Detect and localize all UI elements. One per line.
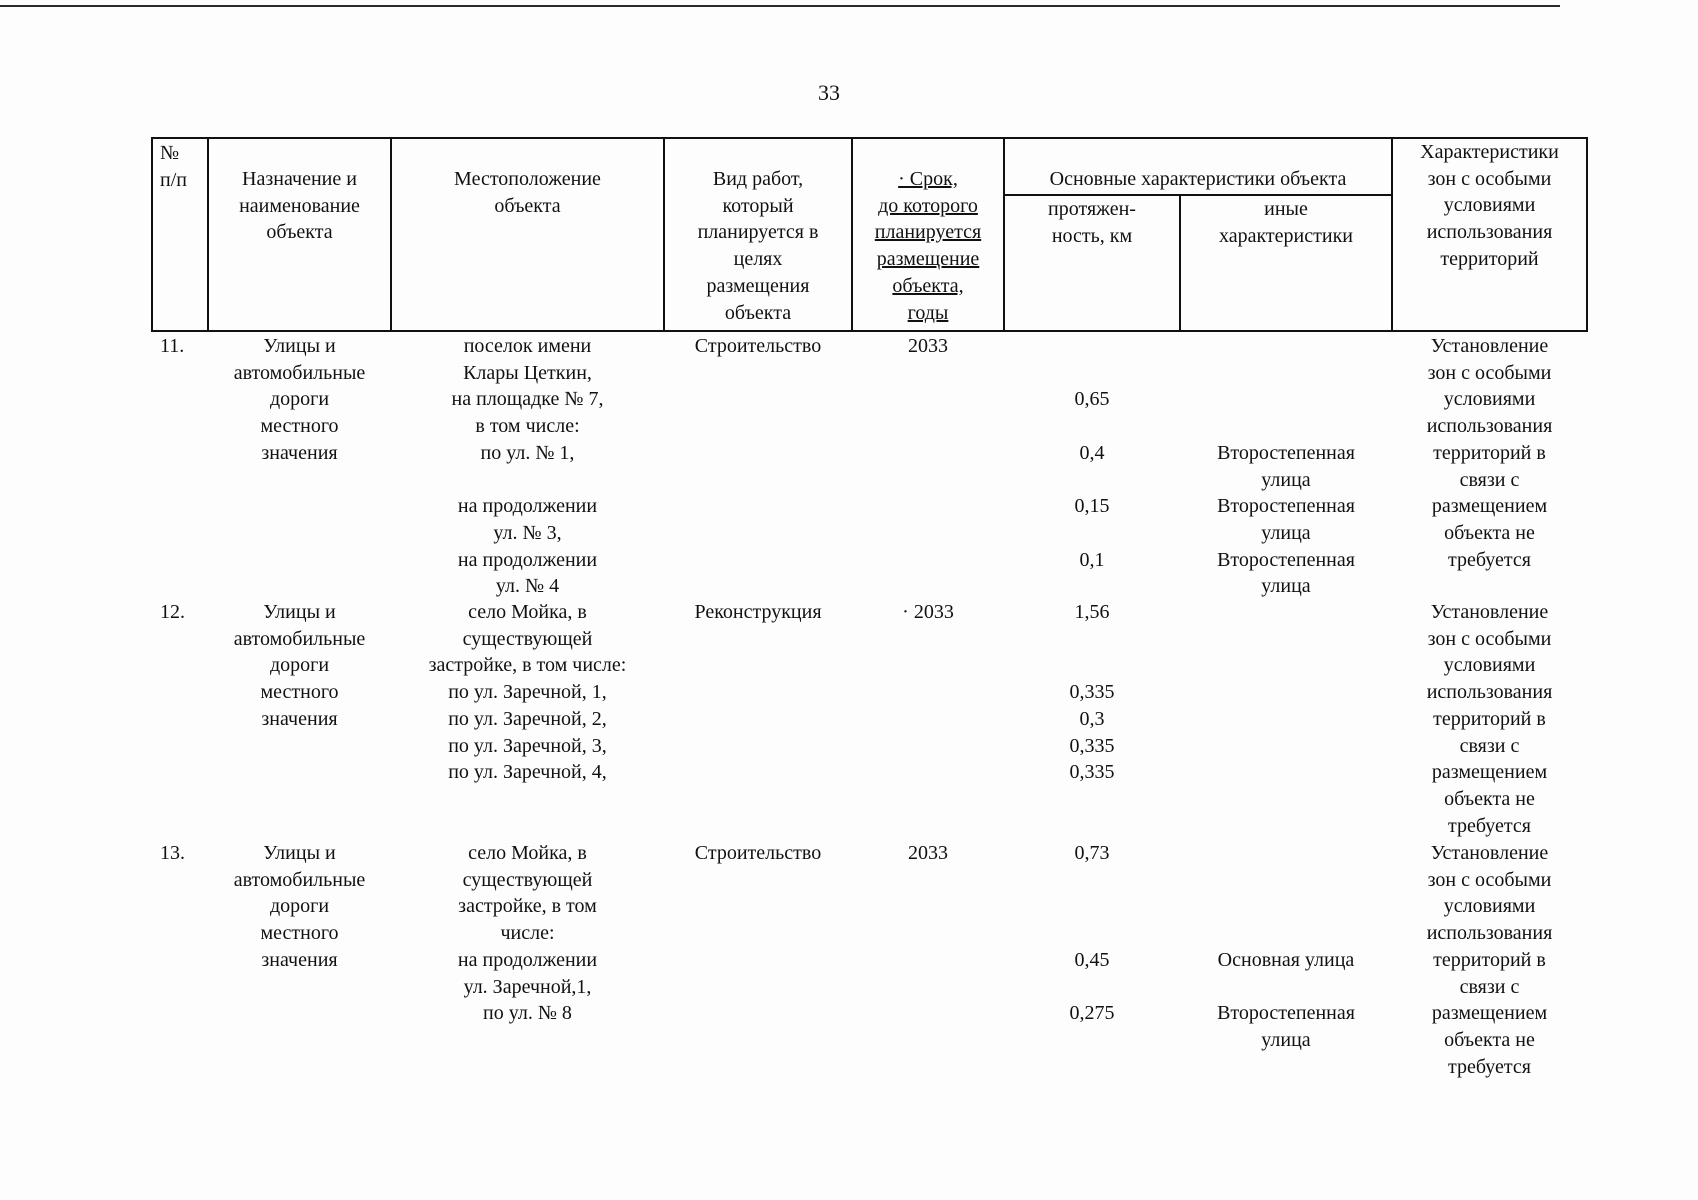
- row-number: 13.: [160, 842, 185, 864]
- row-length: 0,65 0,4 0,15 0,1: [1074, 388, 1110, 571]
- row-number: 11.: [160, 335, 185, 357]
- row-other-characteristics: Второстепенная улица Второстепенная улица Второстепенная улица: [1217, 441, 1355, 598]
- row-zones: Установление зон с особыми условиями использования территорий в связи с размещением объекта не требуется: [1426, 601, 1553, 837]
- row-work-type: Строительство: [694, 335, 822, 357]
- row-purpose: Улицы и автомобильные дороги местного значения: [233, 335, 366, 464]
- top-rule: [0, 5, 1560, 7]
- row-deadline: 2033: [908, 335, 948, 357]
- page-number: 33: [818, 80, 840, 105]
- row-length: 0,73 0,45 0,275: [1069, 842, 1115, 1025]
- row-other-characteristics: Основная улица Второстепенная улица: [1217, 948, 1355, 1051]
- row-zones: Установление зон с особыми условиями использования территорий в связи с размещением объекта не требуется: [1426, 842, 1553, 1078]
- header-num: № п/п: [160, 142, 187, 191]
- header-purpose: Назначение и наименование объекта: [239, 168, 360, 244]
- header-deadline: · Срок, до которого планируется размещение объекта, годы: [874, 168, 982, 324]
- row-location: село Мойка, в существующей застройке, в том числе: по ул. Заречной, 1, по ул. Заречной, 2, по ул. Заречной, 3, по ул. Заречной, 4,: [428, 601, 627, 784]
- row-zones: Установление зон с особыми условиями использования территорий в связи с размещением объекта не требуется: [1426, 335, 1553, 571]
- row-purpose: Улицы и автомобильные дороги местного значения: [233, 842, 366, 971]
- row-deadline: 2033: [908, 842, 948, 864]
- row-work-type: Реконструкция: [694, 601, 822, 623]
- row-deadline: · 2033: [902, 601, 954, 623]
- header-location: Местоположение объекта: [454, 168, 601, 217]
- row-location: село Мойка, в существующей застройке, в том числе: на продолжении ул. Заречной,1, по ул. № 8: [457, 842, 598, 1025]
- row-work-type: Строительство: [694, 842, 822, 864]
- row-length: 1,56 0,335 0,3 0,335 0,335: [1069, 601, 1115, 784]
- row-location: поселок имени Клары Цеткин, на площадке № 7, в том числе: по ул. № 1, на продолжении ул. № 3, на продолжении ул. № 4: [451, 335, 604, 598]
- header-zones: Характеристики зон с особыми условиями использования территорий: [1420, 141, 1559, 270]
- header-main-characteristics: Основные характеристики объекта: [1049, 168, 1347, 190]
- row-number: 12.: [160, 601, 185, 623]
- header-other-characteristics: иные характеристики: [1218, 198, 1353, 247]
- header-work-type: Вид работ, который планируется в целях размещения объекта: [697, 168, 819, 324]
- row-purpose: Улицы и автомобильные дороги местного значения: [233, 601, 366, 730]
- header-length: протяжен- ность, км: [1048, 198, 1136, 247]
